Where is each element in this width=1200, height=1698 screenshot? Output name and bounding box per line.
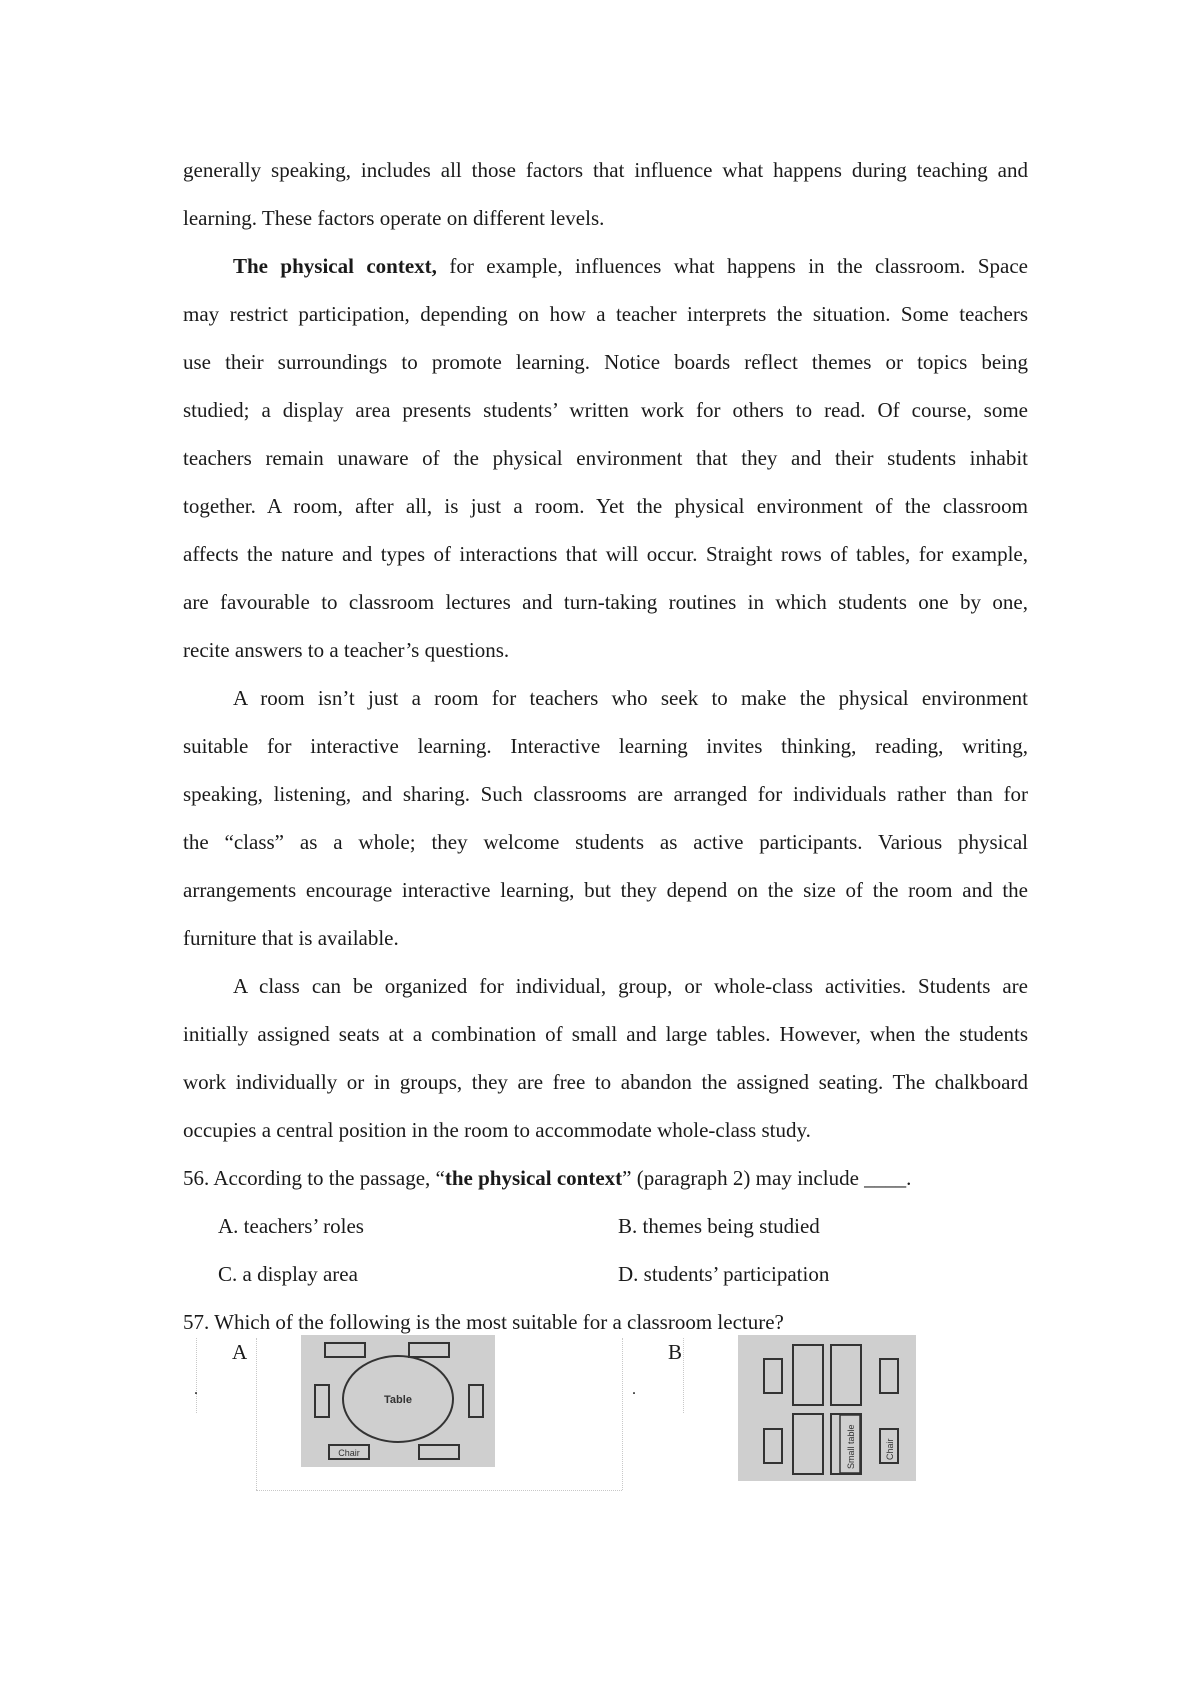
paragraph-2-line-4: studied; a display area presents students’ written work for others to read. Of course, some xyxy=(183,398,1028,422)
cell-border-middle xyxy=(622,1338,623,1490)
chair-label: Chair xyxy=(338,1448,360,1458)
paragraph-2-line-8: are favourable to classroom lectures and turn-taking routines in which students one by one, xyxy=(183,590,1028,614)
choice-a-round-table-diagram[interactable] xyxy=(301,1335,495,1467)
paragraph-4-line-2: initially assigned seats at a combination of small and large tables. However, when the students xyxy=(183,1022,1028,1046)
paragraph-3-line-5: arrangements encourage interactive learning, but they depend on the size of the room and the xyxy=(183,878,1028,902)
cell-dot-left: . xyxy=(194,1381,198,1398)
paragraph-2-line-3: use their surroundings to promote learning. Notice boards reflect themes or topics being xyxy=(183,350,1028,374)
paragraph-3-line-6: furniture that is available. xyxy=(183,926,399,950)
question-56-prefix: 56. According to the passage, “ xyxy=(183,1166,445,1190)
small-table-label: Small table xyxy=(846,1424,856,1469)
chair-label: Chair xyxy=(885,1438,895,1460)
paragraph-1-line-2: learning. These factors operate on different levels. xyxy=(183,206,605,230)
physical-context-heading: The physical context, xyxy=(233,254,437,278)
cell-dot-right: . xyxy=(632,1381,636,1398)
paragraph-2-line-6: together. A room, after all, is just a room. Yet the physical environment of the classroom xyxy=(183,494,1028,518)
question-56-bold-term: the physical context xyxy=(444,1166,623,1190)
paragraph-4-line-3: work individually or in groups, they are free to abandon the assigned seating. The chalkboard xyxy=(183,1070,1028,1094)
paragraph-4-line-1: A class can be organized for individual, group, or whole-class activities. Students are xyxy=(233,974,1028,998)
choice-b-letter: B xyxy=(668,1340,683,1364)
question-57-stem: 57. Which of the following is the most suitable for a classroom lecture? xyxy=(183,1310,784,1334)
paragraph-3-line-4: the “class” as a whole; they welcome students as active participants. Various physical xyxy=(183,830,1028,854)
cell-border-bottom xyxy=(256,1490,622,1491)
paragraph-3-line-2: suitable for interactive learning. Interactive learning invites thinking, reading, writing, xyxy=(183,734,1028,758)
paragraph-2-line-2: may restrict participation, depending on how a teacher interprets the situation. Some teachers xyxy=(183,302,1028,326)
question-56-option-b[interactable]: B. themes being studied xyxy=(618,1214,820,1238)
cell-border-left-inner xyxy=(256,1338,257,1490)
paragraph-3-line-3: speaking, listening, and sharing. Such classrooms are arranged for individuals rather than for xyxy=(183,782,1028,806)
paragraph-2-line-1-rest: for example, influences what happens in the classroom. Space xyxy=(436,254,1028,278)
paragraph-1-line-1: generally speaking, includes all those factors that influence what happens during teaching and xyxy=(183,158,1028,182)
paragraph-4-line-4: occupies a central position in the room to accommodate whole-class study. xyxy=(183,1118,811,1142)
paragraph-2-line-7: affects the nature and types of interactions that will occur. Straight rows of tables, for example, xyxy=(183,542,1028,566)
paragraph-3-line-1: A room isn’t just a room for teachers who seek to make the physical environment xyxy=(233,686,1028,710)
cell-border-middle-inner xyxy=(683,1338,684,1413)
paragraph-2-line-1 xyxy=(233,254,1028,278)
table-label: Table xyxy=(384,1394,412,1406)
question-56-option-d[interactable]: D. students’ participation xyxy=(618,1262,830,1286)
choice-a-letter: A xyxy=(232,1340,248,1364)
paragraph-2-line-9: recite answers to a teacher’s questions. xyxy=(183,638,510,662)
paragraph-2-line-5: teachers remain unaware of the physical environment that they and their students inhabit xyxy=(183,446,1028,470)
question-56-stem xyxy=(183,1166,1028,1190)
choice-b-rows-diagram[interactable] xyxy=(738,1335,916,1481)
question-56-option-c[interactable]: C. a display area xyxy=(218,1262,358,1286)
question-56-suffix: ” (paragraph 2) may include ____. xyxy=(622,1166,912,1190)
cell-border-left xyxy=(196,1338,197,1413)
question-56-option-a[interactable]: A. teachers’ roles xyxy=(218,1214,364,1238)
